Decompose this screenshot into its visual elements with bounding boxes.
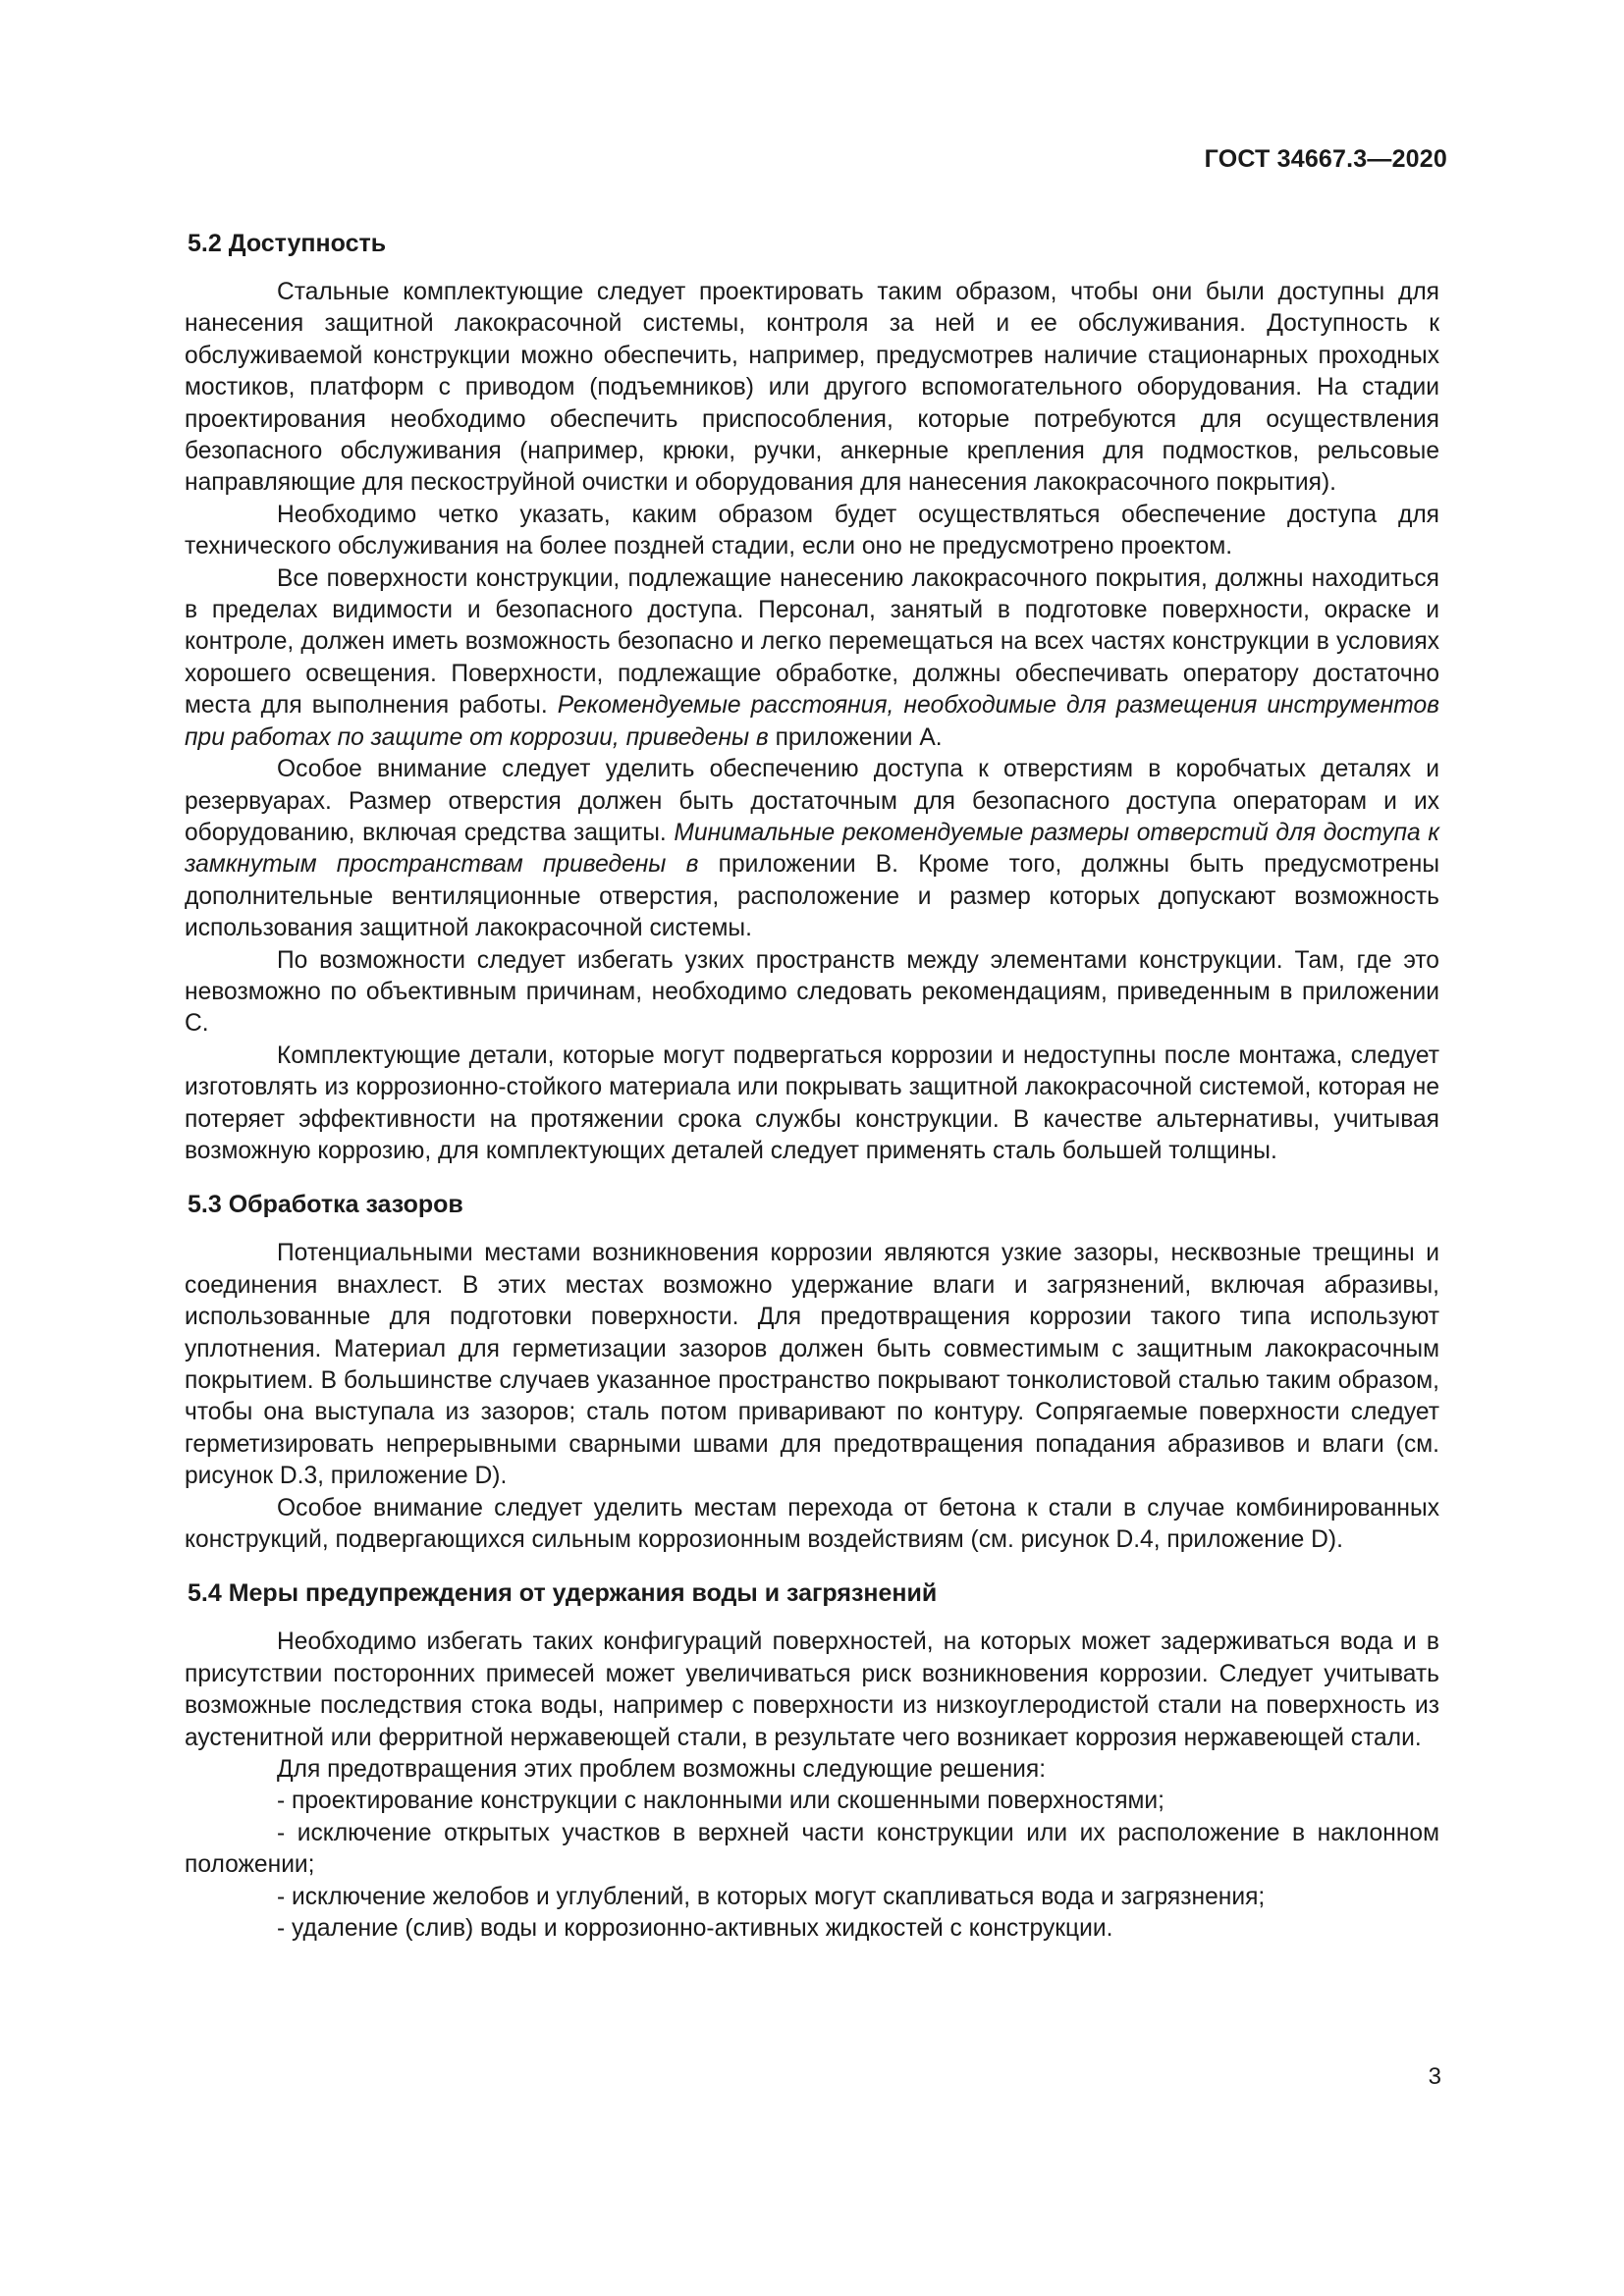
paragraph-text: Особое внимание следует уделить обеспечению доступа к отверстиям в коробчатых деталях и резервуарах. Размер отверстия должен быть достаточным для безопасного доступа операторам и их оборудованию, включая средства защиты. xyxy=(185,756,1439,846)
paragraph-text: - удаление (слив) воды и коррозионно-активных жидкостей с конструкции. xyxy=(277,1915,1113,1943)
paragraph-text: Особое внимание следует уделить местам перехода от бетона к стали в случае комбинированных конструкций, подвергающихся сильным коррозионным воздействиям (см. рисунок D.4, приложение D). xyxy=(185,1494,1439,1554)
paragraph-text: Для предотвращения этих проблем возможны следующие решения: xyxy=(277,1756,1047,1784)
paragraph-text: Потенциальными местами возникновения коррозии являются узкие зазоры, несквозные трещины и соединения внахлест. В этих местах возможно удержание влаги и загрязнений, включая абразивы, использованные для подготовки поверхности. Для предотвращения коррозии такого типа используют уплотнения. Материал для герметизации зазоров должен быть совместимым с защитным лакокрасочным покрытием. В большинстве случаев указанное пространство покрывают тонколистовой сталью таким образом, чтобы она выступала из зазоров; сталь потом приваривают по контуру. Сопрягаемые поверхности следует герметизировать непрерывными сварными швами для предотвращения попадания абразивов и влаги (см. рисунок D.3, приложение D). xyxy=(185,1240,1439,1490)
paragraph-text: - исключение открытых участков в верхней части конструкции или их расположение в наклонном положении; xyxy=(185,1819,1439,1879)
paragraph-text: приложении А. xyxy=(768,723,943,751)
paragraph xyxy=(185,1627,1439,1754)
paragraph xyxy=(185,1493,1439,1557)
standard-designation: ГОСТ 34667.3—2020 xyxy=(1204,145,1447,173)
paragraph xyxy=(185,1818,1439,1882)
paragraph xyxy=(185,1238,1439,1492)
section-3 xyxy=(185,1189,1439,1556)
paragraph-text: Все поверхности конструкции, подлежащие нанесению лакокрасочного покрытия, должны находиться в пределах видимости и безопасного доступа. Персонал, занятый в подготовке поверхности, окраске и контроле, должен иметь возможность безопасно и легко перемещаться на всех частях конструкции в условиях хорошего освещения. Поверхности, подлежащие обработке, должны обеспечивать оператору достаточно места для выполнения работы. xyxy=(185,564,1439,720)
paragraph xyxy=(185,754,1439,944)
paragraph-text: Необходимо избегать таких конфигураций поверхностей, на которых может задерживаться вода и в присутствии посторонних примесей может увеличиваться риск возникновения коррозии. Следует учитывать возможные последствия стока воды, например с поверхности из низкоуглеродистой стали на поверхность из аустенитной или ферритной нержавеющей стали, в результате чего возникает коррозия нержавеющей стали. xyxy=(185,1629,1439,1751)
paragraph-text: - исключение желобов и углублений, в которых могут скапливаться вода и загрязнения; xyxy=(277,1883,1266,1910)
page-body xyxy=(185,228,1439,1967)
section-heading: 5.2 Доступность xyxy=(188,230,387,257)
paragraph-text: - проектирование конструкции с наклонными или скошенными поверхностями; xyxy=(277,1788,1165,1815)
paragraph xyxy=(185,1786,1439,1817)
paragraph xyxy=(185,1913,1439,1945)
paragraph xyxy=(185,945,1439,1041)
paragraph-text: По возможности следует избегать узких пространств между элементами конструкции. Там, где это невозможно по объективным причинам, необходимо следовать рекомендациям, приведенным в приложении С. xyxy=(185,946,1439,1038)
paragraph xyxy=(185,500,1439,563)
italic-text: Рекомендуемые расстояния, необходимые для размещения инструментов при работах по защите от коррозии, приведены в xyxy=(185,692,1439,751)
italic-text: Минимальные рекомендуемые размеры отверстий для доступа к замкнутым пространствам приведены в xyxy=(185,819,1439,879)
section-2 xyxy=(185,228,1439,1167)
paragraph xyxy=(185,277,1439,500)
paragraph-text: Необходимо четко указать, каким образом будет осуществляться обеспечение доступа для технического обслуживания на более поздней стадии, если оно не предусмотрено проектом. xyxy=(185,501,1439,561)
section-4 xyxy=(185,1577,1439,1945)
page-number: 3 xyxy=(1428,2063,1441,2090)
paragraph xyxy=(185,1754,1439,1786)
paragraph-text: Комплектующие детали, которые могут подвергаться коррозии и недоступны после монтажа, следует изготовлять из коррозионно-стойкого материала или покрывать защитной лакокрасочной системой, которая не потеряет эффективности на протяжении срока службы конструкции. В качестве альтернативы, учитывая возможную коррозию, для комплектующих деталей следует применять сталь большей толщины. xyxy=(185,1041,1439,1164)
section-heading: 5.3 Обработка зазоров xyxy=(188,1191,463,1219)
paragraph xyxy=(185,1882,1439,1913)
paragraph-text: приложении В. Кроме того, должны быть предусмотрены дополнительные вентиляционные отверстия, расположение и размер которых допускают возможность использования защитной лакокрасочной системы. xyxy=(185,851,1439,942)
paragraph xyxy=(185,563,1439,754)
paragraph xyxy=(185,1041,1439,1168)
section-heading: 5.4 Меры предупреждения от удержания воды и загрязнений xyxy=(188,1579,938,1608)
paragraph-text: Стальные комплектующие следует проектировать таким образом, чтобы они были доступны для нанесения защитной лакокрасочной системы, контроля за ней и ее обслуживания. Доступность к обслуживаемой конструкции можно обеспечить, например, предусмотрев наличие стационарных проходных мостиков, платформ с приводом (подъемников) или другого вспомогательного оборудования. На стадии проектирования необходимо обеспечить приспособления, которые потребуются для осуществления безопасного обслуживания (например, крюки, ручки, анкерные крепления для подмостков, рельсовые направляющие для пескоструйной очистки и оборудования для нанесения лакокрасочного покрытия). xyxy=(185,279,1439,497)
